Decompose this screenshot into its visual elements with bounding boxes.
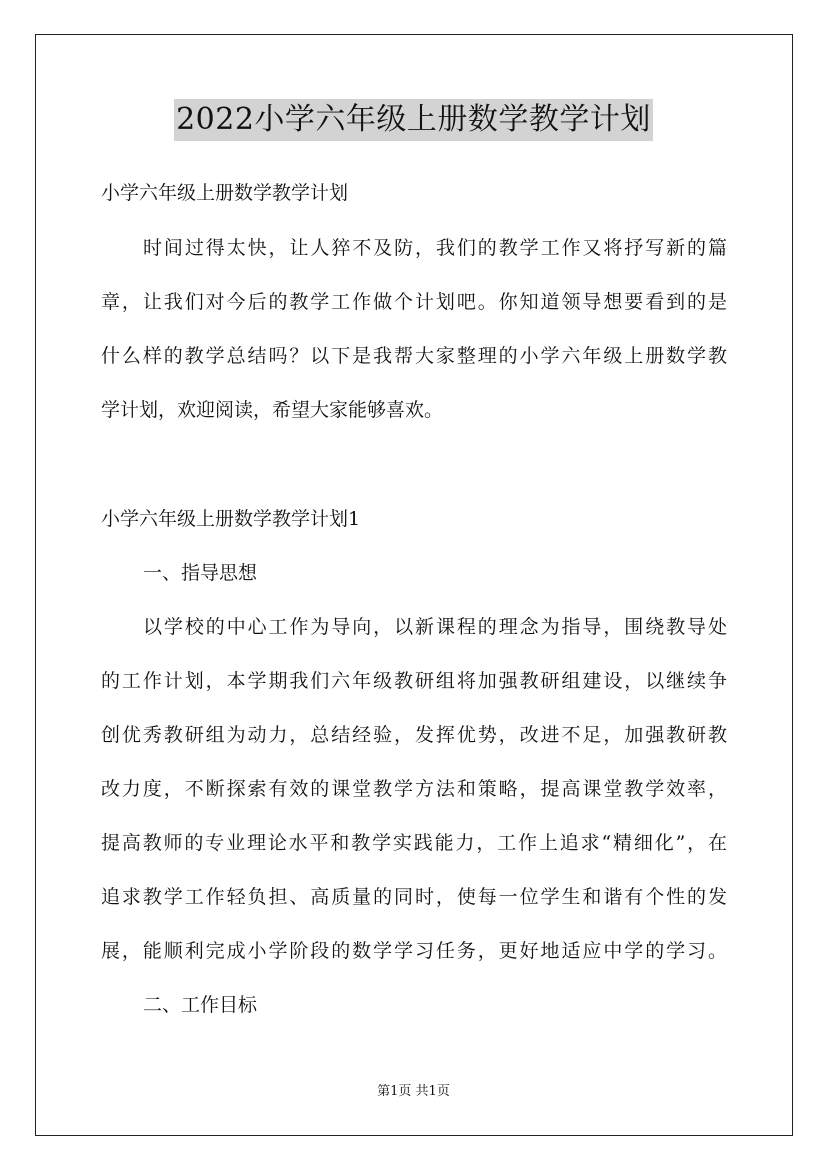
body-line: 创优秀教研组为动力，总结经验，发挥优势，改进不足，加强教研教 xyxy=(101,724,727,746)
heading-guiding-ideology: 一、指导思想 xyxy=(143,562,258,584)
intro-line: 章，让我们对今后的教学工作做个计划吧。你知道领导想要看到的是 xyxy=(101,291,727,313)
intro-line: 什么样的教学总结吗？以下是我帮大家整理的小学六年级上册数学教 xyxy=(101,345,727,367)
body-line: 改力度，不断探索有效的课堂教学方法和策略，提高课堂教学效率， xyxy=(101,778,727,800)
intro-line: 学计划，欢迎阅读，希望大家能够喜欢。 xyxy=(101,399,444,421)
body-line: 展，能顺利完成小学阶段的数学学习任务，更好地适应中学的学习。 xyxy=(101,940,727,962)
document-subtitle: 小学六年级上册数学教学计划 xyxy=(101,182,349,204)
body-line: 的工作计划，本学期我们六年级教研组将加强教研组建设，以继续争 xyxy=(101,670,727,692)
intro-line: 时间过得太快，让人猝不及防，我们的教学工作又将抒写新的篇 xyxy=(143,237,727,259)
body-line: 追求教学工作轻负担、高质量的同时，使每一位学生和谐有个性的发 xyxy=(101,886,727,908)
title-wrapper xyxy=(0,99,827,141)
document-title: 2022小学六年级上册数学教学计划 xyxy=(174,99,653,141)
body-line: 以学校的中心工作为导向，以新课程的理念为指导，围绕教导处 xyxy=(143,616,727,638)
page-footer: 第1页 共1页 xyxy=(377,1084,450,1099)
heading-work-goals: 二、工作目标 xyxy=(143,994,258,1016)
section-title: 小学六年级上册数学教学计划1 xyxy=(101,508,361,530)
body-line: 提高教师的专业理论水平和教学实践能力，工作上追求“精细化”，在 xyxy=(101,832,727,854)
